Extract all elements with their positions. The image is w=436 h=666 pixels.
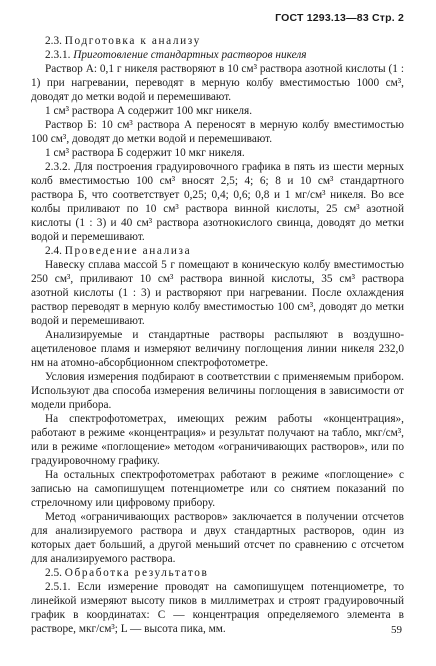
section-number: 2.3. bbox=[45, 35, 62, 47]
paragraph: Анализируемые и стандартные растворы распыляют в воздушно-ацетиленовое пламя и измеряют величину поглощения линии никеля 232,0 нм на атомно-абсорбционном спектрофотометре. bbox=[31, 329, 404, 369]
paragraph: Условия измерения подбирают в соответствии с применяемым прибором. Используют два способа измерения величины поглощения в зависимости от модели прибора. bbox=[31, 371, 404, 411]
paragraph: На спектрофотометрах, имеющих режим работы «концентрация», работают в режиме «концентрация» и результат получают на табло, мкг/см³, или в режиме «поглощение» методом «ограничивающих растворов», или по градуировочному графику. bbox=[31, 413, 404, 467]
subsection-heading-2-3-1 bbox=[31, 48, 404, 62]
page-number: 59 bbox=[391, 624, 402, 636]
document-body bbox=[31, 34, 404, 636]
section-heading-2-3 bbox=[31, 34, 404, 48]
section-title: Приготовление стандартных растворов никеля bbox=[73, 49, 307, 61]
paragraph: Раствор Б: 10 см³ раствора А переносят в мерную колбу вместимостью 100 см³, доводят до метки водой и перемешивают. bbox=[31, 119, 404, 145]
section-heading-2-4 bbox=[31, 244, 404, 258]
paragraph: 2.5.1. Если измерение проводят на самопишущем потенциометре, то линейкой измеряют высоту пиков в миллиметрах и строят градуировочный график в координатах: C — концентрация определяемого элемента в растворе, мкг/см³; L — высота пика, мм. bbox=[31, 581, 404, 635]
paragraph: Метод «ограничивающих растворов» заключается в получении отсчетов для анализируемого раствора и двух стандартных растворов, один из которых дает больший, а другой меньший отсчет по сравнению с отсчетом для анализируемого раствора. bbox=[31, 511, 404, 565]
section-number: 2.4. bbox=[45, 245, 62, 257]
paragraph: На остальных спектрофотометрах работают в режиме «поглощение» с записью на самопишущем потенциометре или со снятием показаний по стрелочному или цифровому прибору. bbox=[31, 469, 404, 509]
section-number: 2.5. bbox=[45, 567, 62, 579]
section-title: Обработка результатов bbox=[64, 567, 209, 579]
paragraph: Навеску сплава массой 5 г помещают в коническую колбу вместимостью 250 см³, приливают 10 см³ раствора винной кислоты, 35 см³ раствора азотной кислоты (1 : 3) и растворяют при нагревании. После охлаждения раствор переводят в мерную колбу вместимостью 100 см³, доводят до метки водой и перемешивают. bbox=[31, 259, 404, 327]
section-heading-2-5 bbox=[31, 566, 404, 580]
section-title: Проведение анализа bbox=[64, 245, 192, 257]
paragraph: 1 см³ раствора Б содержит 10 мкг никеля. bbox=[45, 147, 245, 159]
paragraph: Раствор А: 0,1 г никеля растворяют в 10 см³ раствора азотной кислоты (1 : 1) при нагревании, переводят в мерную колбу вместимостью 1000 см³, доводят до метки водой и перемешивают. bbox=[31, 63, 404, 103]
paragraph: 1 см³ раствора А содержит 100 мкг никеля. bbox=[45, 105, 253, 117]
paragraph: 2.3.2. Для построения градуировочного графика в пять из шести мерных колб вместимостью 100 см³ вносят 2,5; 4; 6; 8 и 10 см³ стандартного раствора Б, что соответствует 0,25; 0,4; 0,6; 0,8 и 1 мг/см³ никеля. Во все колбы приливают по 10 см³ раствора винной кислоты, 25 см³ азотной кислоты (1 : 3) и 40 см³ раствора азотнокислого свинца, доводят до метки водой и перемешивают. bbox=[31, 161, 404, 243]
section-number: 2.3.1. bbox=[45, 49, 71, 61]
section-title: Подготовка к анализу bbox=[64, 35, 201, 47]
page-header: ГОСТ 1293.13—83 Стр. 2 bbox=[275, 12, 404, 24]
